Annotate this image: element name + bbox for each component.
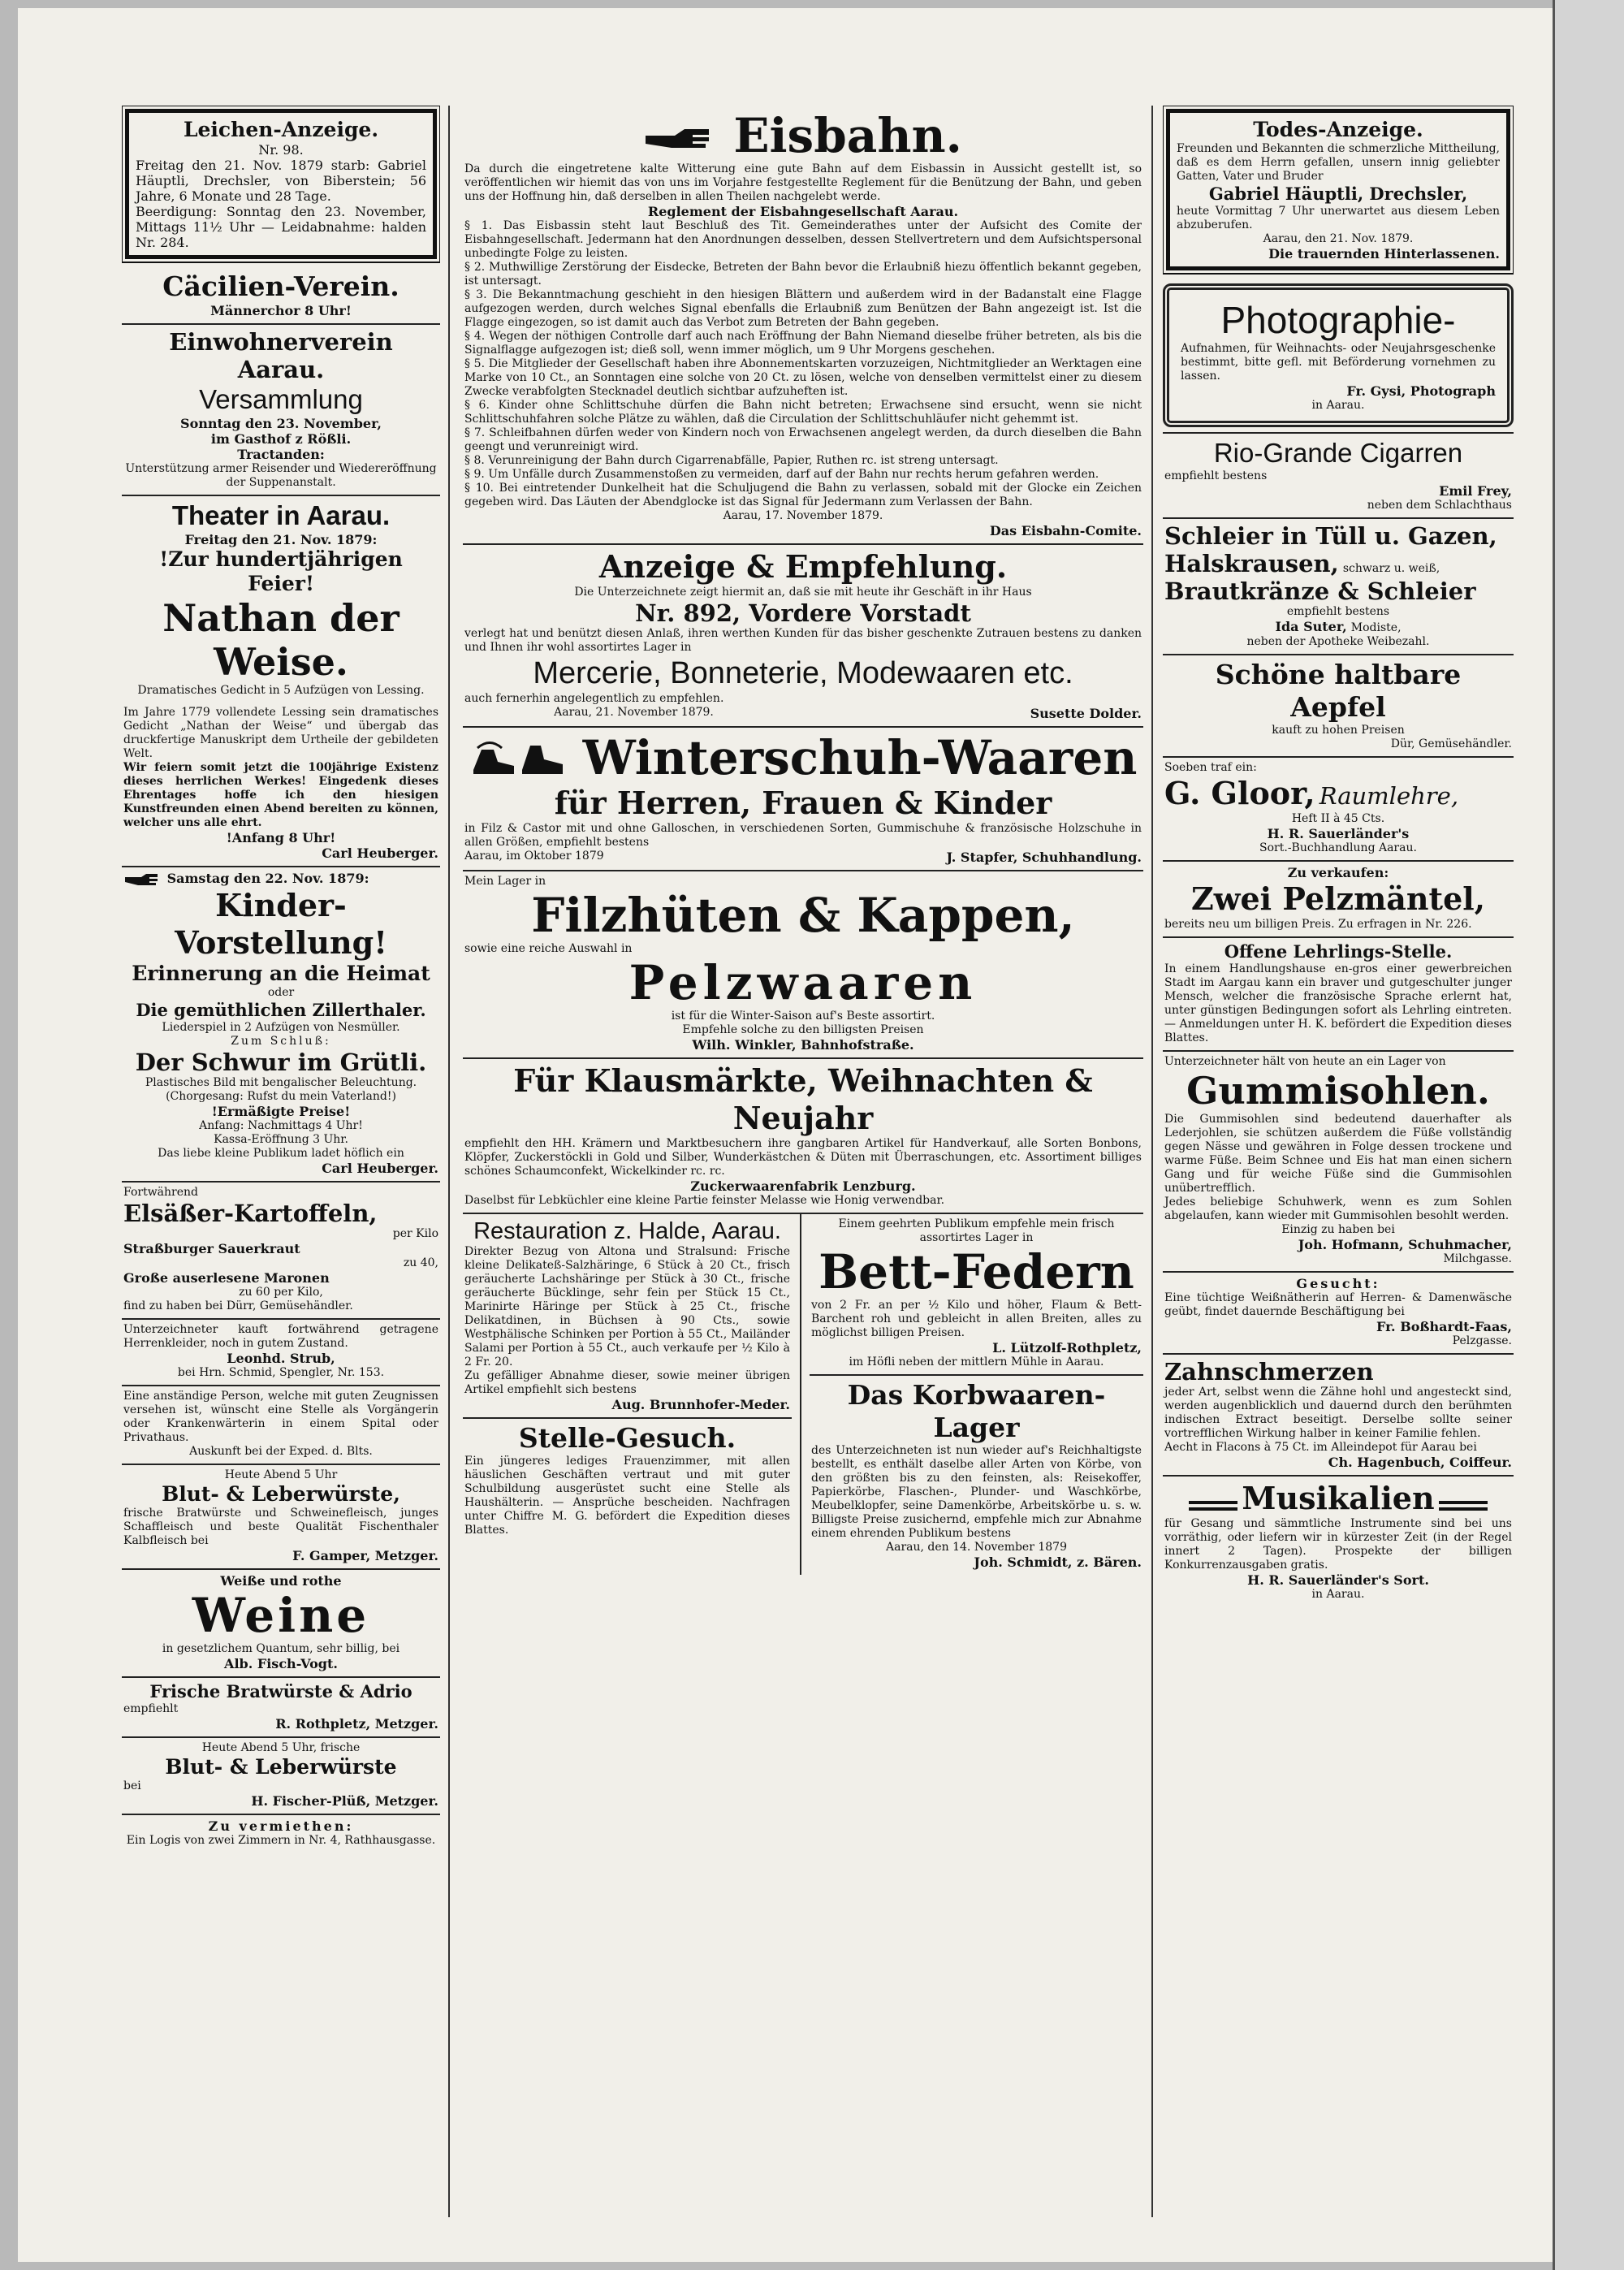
musikalien-ad: [1163, 1477, 1514, 1606]
gummi-lead: Unterzeichneter hält von heute an ein Lager von: [1164, 1055, 1446, 1068]
einwohner-tract-label: Tractanden:: [237, 447, 325, 462]
photo-text: Aufnahmen, für Weihnachts- oder Neujahrsgeschenke bestimmt, bitte gefl. mit Beförderung vornehmen zu lassen.: [1181, 342, 1496, 383]
lehrling-ad: [1163, 938, 1514, 1052]
todes-signature: Die trauernden Hinterlassenen.: [1268, 246, 1500, 262]
gloor-heft: Heft II à 45 Cts.: [1291, 812, 1385, 825]
eisbahn-rule: § 10. Bei eintretender Dunkelheit hat die Schuljugend die Bahn zu verlassen, sobald mit der Glocke ein Zeichen gegeben wird. Das Läuten der Abendglocke ist das Signal für Jedermann zum Verlassen der Bahn.: [464, 482, 1142, 508]
cigarren-ad: [1163, 434, 1514, 519]
blut1-title: Blut- & Leberwürste,: [162, 1481, 400, 1506]
schleier-line2-wrap: [1164, 550, 1512, 577]
facing-page-edge: [1553, 0, 1624, 2270]
bettfedern-ad: [810, 1214, 1143, 1376]
kartoffeln-price2: zu 40,: [403, 1256, 438, 1269]
schleier-sig-wrap: [1164, 619, 1512, 635]
stelle-text: Ein jüngeres lediges Frauenzimmer, mit allen häuslichen Geschäften vertraut und mit guter Schulbildung ausgerüstet sucht eine Stelle als Haushälterin. — Ansprüche bescheiden. Nachfragen unter Chiffre M. G. befördert die Expedition dieses Blattes.: [464, 1455, 790, 1537]
filz-signature: Wilh. Winkler, Bahnhofstraße.: [692, 1037, 914, 1053]
filz-mid: sowie eine reiche Auswahl in: [464, 942, 633, 955]
aepfel-ad: [1163, 655, 1514, 758]
herrenkleider-ad: [122, 1320, 440, 1386]
bratwurst-ad: [122, 1678, 440, 1738]
person-text: Eine anständige Person, welche mit guten Zeugnissen versehen ist, wünscht eine Stelle als Vorgängerin oder Krankenwärterin in einem Spital oder Privathaus.: [123, 1389, 438, 1444]
gummi-signature: Joh. Hofmann, Schuhmacher,: [1298, 1237, 1512, 1252]
weine-text: in gesetzlichem Quantum, sehr billig, bei: [162, 1641, 400, 1655]
blut1-signature: F. Gamper, Metzger.: [292, 1547, 438, 1563]
decorative-bars-right: [1439, 1501, 1488, 1511]
eisbahn-rules: [464, 219, 1142, 509]
cigar-signature2: neben dem Schlachthaus: [1367, 499, 1512, 512]
shoes-icon: [469, 733, 567, 782]
theater-body2: Wir feiern somit jetzt die 100jährige Existenz dieses herrlichen Werkes! Eingedenk dieses Ehrentages hoffe ich den hiesigen Kunstfreunden einen Abend bereiten zu können, welcher uns alle ehrt.: [123, 761, 438, 829]
winterschuh-heading: [464, 731, 1142, 785]
caecilien-ad: [122, 267, 440, 325]
weine-ad: [122, 1570, 440, 1678]
klaus-note: Daselbst für Lebküchler eine kleine Partie feinster Melasse wie Honig verwendbar.: [464, 1194, 945, 1207]
cigar-signature: Emil Frey,: [1439, 483, 1512, 499]
anzeige-nr: Nr. 892, Vordere Vorstadt: [635, 599, 971, 627]
schuh-text: in Filz & Castor mit und ohne Galloschen, in verschiedenen Sorten, Gummischuhe & französische Holzschuhe in allen Größen, empfiehlt bestens: [464, 822, 1142, 849]
schuh-date: Aarau, im Oktober 1879: [464, 850, 604, 863]
eisbahn-intro: Da durch die eingetretene kalte Witterung eine gute Bahn auf dem Eisbassin in Aussicht gestellt ist, so veröffentlichen wir hiemit das von uns im Vorjahre festgestellte Reglement für die Benützung der Bahn, und geben uns der Hoffnung hin, daß derselben in allen Theilen nachgelebt werde.: [464, 162, 1142, 203]
gummi-text3: Einzig zu haben bei: [1281, 1223, 1395, 1236]
schleier-role: Modiste,: [1350, 621, 1402, 634]
middle-column: [463, 106, 1143, 1575]
schleier-line2: Halskrausen,: [1164, 550, 1339, 577]
einwohner-place: im Gasthof z Rößli.: [210, 431, 352, 447]
gesucht-signature: Fr. Boßhardt-Faas,: [1376, 1319, 1512, 1334]
theater-title: Theater in Aarau.: [171, 500, 391, 530]
leichen-funeral: Beerdigung: Sonntag den 23. November, Mittags 11½ Uhr — Leidabnahme: halden Nr. 284.: [136, 204, 426, 250]
kartoffeln-line4: zu 60 per Kilo,: [239, 1285, 323, 1299]
gummi-signature2: Milchgasse.: [1443, 1252, 1512, 1265]
right-column: [1163, 106, 1514, 1606]
eisbahn-rule: § 5. Die Mitglieder der Gesellschaft haben ihre Abonnementskarten vorzuzeigen, Nichtmitglieder an Werktagen eine Marke von 10 Ct., an Sonntagen eine solche von 20 Ct. zu lösen, welche von denselben vermittelst einer zu diesem Zwecke verabfolgten Stecknadel deutlich sichtbar aufzuheften ist.: [464, 357, 1142, 398]
einwohnerverein-ad: [122, 325, 440, 496]
kartoffeln-line3: Große auserlesene Maronen: [123, 1269, 330, 1286]
filzhueten-ad: [463, 871, 1143, 1059]
todes-anzeige: [1166, 109, 1510, 270]
korb-title: Das Korbwaaren-Lager: [847, 1379, 1106, 1443]
kinder-date: [123, 871, 438, 887]
gesucht-ad: [1163, 1273, 1514, 1355]
person-info: Auskunft bei der Exped. d. Blts.: [189, 1444, 373, 1458]
schuh-footer: [464, 850, 1142, 865]
todes-name: Gabriel Häuptli, Drechsler,: [1208, 184, 1468, 204]
zahn-signature: Ch. Hagenbuch, Coiffeur.: [1328, 1455, 1512, 1470]
klausmaerkte-ad: [463, 1059, 1143, 1214]
weine-lead: Weiße und rothe: [220, 1572, 342, 1589]
todes-text2: heute Vormittag 7 Uhr unerwartet aus diesem Leben abzuberufen.: [1177, 205, 1500, 231]
gloor-signature: H. R. Sauerländer's: [1267, 826, 1410, 841]
eisbahn-signature: Das Eisbahn-Comite.: [989, 523, 1142, 538]
zahn-text: jeder Art, selbst wenn die Zähne hohl und angesteckt sind, werden augenblicklich und dauernd durch den berühmten indischen Extract beseitigt. Derselbe sollte seiner vortrefflichen Wirkung halber in keiner Familie fehlen.: [1164, 1386, 1512, 1440]
middle-bottom-split: [463, 1214, 1143, 1575]
leichen-title: Leichen-Anzeige.: [183, 118, 379, 141]
gesucht-text: Eine tüchtige Weißnätherin auf Herren- & Damenwäsche geübt, findet dauernde Beschäftigung bei: [1164, 1291, 1512, 1318]
gloor-signature2: Sort.-Buchhandlung Aarau.: [1259, 841, 1417, 854]
todes-date: Aarau, den 21. Nov. 1879.: [1263, 232, 1414, 245]
bett-intro: Einem geehrten Publikum empfehle mein frisch assortirtes Lager in: [838, 1217, 1115, 1244]
caecilien-title: Cäcilien-Verein.: [162, 270, 400, 302]
cigar-title: Rio-Grande Cigarren: [1213, 438, 1463, 468]
middle-bottom-right: [801, 1214, 1143, 1575]
eisbahn-rule: § 4. Wegen der nöthigen Controlle darf auch nach Eröffnung der Bahn Niemand dieselbe früher betreten, als bis die Signalflagge aufgezogen ist; dieß soll, wenn immer möglich, um 9 Uhr Morgens geschehen.: [464, 330, 1142, 357]
kinder-date-text: Samstag den 22. Nov. 1879:: [166, 871, 369, 886]
lehr-title: Offene Lehrlings-Stelle.: [1224, 941, 1453, 962]
halde-signature: Aug. Brunnhofer-Meder.: [611, 1397, 790, 1412]
eisbahn-rule: § 3. Die Bekanntmachung geschieht in den hiesigen Blättern und außerdem wird in der Badanstalt eine Flagge aufgezogen werden, durch welches Signal ebenfalls die Erlaubniß zum Benützen der Bahn angezeigt ist. Ist die Flagge eingezogen, so ist damit auch das Verbot zum Betreten der Bahn gegeben.: [464, 288, 1142, 329]
gummi-title: Gummisohlen.: [1186, 1069, 1490, 1113]
kleider-signature: Leonhd. Strub,: [227, 1350, 335, 1366]
halde-ad: [463, 1214, 792, 1419]
kleider-signature2: bei Hrn. Schmid, Spengler, Nr. 153.: [177, 1365, 385, 1379]
kinder-kassa: Kassa-Eröffnung 3 Uhr.: [214, 1132, 348, 1146]
logis-ad: [122, 1815, 440, 1853]
blutwurst-ad-2: [122, 1738, 440, 1815]
pelz-title: Zwei Pelzmäntel,: [1191, 880, 1485, 917]
filz-title: Filzhüten & Kappen,: [531, 888, 1075, 943]
person-ad: [122, 1386, 440, 1465]
klaus-signature: Zuckerwaarenfabrik Lenzburg.: [690, 1178, 916, 1194]
logis-title: Zu vermiethen:: [208, 1818, 354, 1834]
gloor-title-wrap: [1164, 775, 1512, 812]
winterschuh-ad: [463, 728, 1143, 871]
einwohner-title: Einwohnerverein Aarau.: [169, 328, 393, 383]
newspaper-page: [18, 8, 1553, 2262]
leichen-nr: Nr. 98.: [258, 142, 304, 158]
musik-heading: [1164, 1480, 1512, 1517]
decorative-bars-left: [1189, 1501, 1237, 1511]
schleier-line2b: schwarz u. weiß,: [1342, 562, 1440, 575]
todes-text: Freunden und Bekannten die schmerzliche Mittheilung, daß es dem Herrn gefallen, unsern innig geliebter Gatten, Vater und Bruder: [1177, 142, 1500, 183]
blut2-lead: Heute Abend 5 Uhr, frische: [201, 1740, 361, 1754]
kinder-sub: Erinnerung an die Heimat: [132, 961, 430, 985]
kinder-schwur: Der Schwur im Grütli.: [135, 1048, 427, 1076]
eisbahn-rule: § 9. Um Unfälle durch Zusammenstoßen zu vermeiden, darf auf der Bahn nur rechts herum gefahren werden.: [464, 468, 1099, 481]
kinder-zum: Zum Schluß:: [231, 1034, 331, 1048]
photo-frame: [1163, 283, 1514, 427]
anzeige-date: Aarau, 21. November 1879.: [554, 706, 714, 719]
korb-signature: Joh. Schmidt, z. Bären.: [974, 1554, 1142, 1570]
blut1-text: frische Bratwürste und Schweinefleisch, junges Schaffleisch und beste Qualität Fischenthaler Kalbfleisch bei: [123, 1506, 438, 1547]
eisbahn-date: Aarau, 17. November 1879.: [723, 509, 883, 522]
blut1-lead: Heute Abend 5 Uhr: [224, 1468, 338, 1481]
stelle-title: Stelle-Gesuch.: [518, 1422, 736, 1454]
schuh-signature: J. Stapfer, Schuhhandlung.: [946, 850, 1142, 865]
caecilien-sub: Männerchor 8 Uhr!: [210, 303, 352, 318]
kinder-signature: Carl Heuberger.: [322, 1160, 438, 1176]
filz-lead: Mein Lager in: [464, 875, 546, 888]
schleier-line1: Schleier in Tüll u. Gazen,: [1164, 522, 1497, 550]
klaus-title: Für Klausmärkte, Weihnachten & Neujahr: [513, 1062, 1093, 1136]
bratw-signature: R. Rothpletz, Metzger.: [275, 1715, 438, 1732]
theater-signature: Carl Heuberger.: [322, 845, 438, 861]
blutwurst-ad-1: [122, 1465, 440, 1570]
bett-title: Bett-Federn: [818, 1244, 1134, 1299]
kinder-title: Kinder-Vorstellung!: [175, 886, 387, 961]
schuh-title: Winterschuh-Waaren: [582, 730, 1138, 785]
eisbahn-rule: § 2. Muthwillige Zerstörung der Eisdecke, Betreten der Bahn bevor die Erlaubniß hiezu öffentlich bekannt gegeben, ist untersagt.: [464, 261, 1142, 288]
einwohner-tract: Unterstützung armer Reisender und Wiedereröffnung der Suppenanstalt.: [125, 462, 437, 489]
photo-signature: Fr. Gysi, Photograph: [1346, 383, 1496, 399]
gloor-title: G. Gloor,: [1164, 775, 1315, 811]
halde-text: Direkter Bezug von Altona und Stralsund: Frische kleine Delikateß-Salzhäringe, 6 Stück à 20 Ct., frisch geräucherte Lachshäringe per Stück à 30 Ct., frische geräucherte Bücklinge, sehr fein per Stück 15 Ct., Marinirte Häringe per Stück à 25 Ct., frische Delikatdinen, in Büchsen à 90 Cts., sowie Westphälische Schinken per Portion à 55 Ct., Mailänder Salami per Portion à 55 Ct., auch verkaufe per ½ Kilo à 2 Fr. 20.: [464, 1245, 790, 1368]
einwohner-date: Sonntag den 23. November,: [180, 416, 382, 431]
korb-date: Aarau, den 14. November 1879: [885, 1541, 1067, 1554]
kartoffeln-line2: Straßburger Sauerkraut: [123, 1240, 300, 1256]
blut2-title: Blut- & Leberwürste: [165, 1754, 397, 1779]
todes-title: Todes-Anzeige.: [1253, 118, 1423, 141]
theater-date: Freitag den 21. Nov. 1879:: [184, 532, 378, 547]
blut2-signature: H. Fischer-Plüß, Metzger.: [251, 1792, 438, 1809]
filz-text: ist für die Winter-Saison auf's Beste assortirt.: [671, 1010, 935, 1023]
kinder-plastic: Plastisches Bild mit bengalischer Beleuchtung.: [145, 1075, 417, 1089]
anzeige-signature: Susette Dolder.: [1030, 706, 1142, 721]
kinder-publikum: Das liebe kleine Publikum ladet höflich ein: [158, 1146, 404, 1160]
musik-place: in Aarau.: [1311, 1588, 1365, 1601]
anzeige-more: auch fernerhin angelegentlich zu empfehlen.: [464, 692, 724, 705]
schleier-line3: Brautkränze & Schleier: [1164, 577, 1476, 605]
eisbahn-ad: [463, 106, 1143, 545]
theater-play: Nathan der Weise.: [162, 596, 400, 684]
kartoffeln-price1: per Kilo: [392, 1226, 438, 1240]
anzeige-empfehlung-ad: [463, 545, 1143, 728]
zahn-title: Zahnschmerzen: [1164, 1358, 1374, 1386]
bett-signature: L. Lützolf-Rothpletz,: [992, 1340, 1142, 1356]
zahn-text2: Aecht in Flacons à 75 Ct. im Alleindepot für Aarau bei: [1164, 1441, 1477, 1454]
pointing-hand-icon: [644, 128, 717, 152]
halde-title: Restauration z. Halde, Aarau.: [473, 1218, 781, 1244]
aepfel-signature: Dür, Gemüsehändler.: [1390, 737, 1512, 750]
musik-title: Musikalien: [1242, 1480, 1435, 1516]
kleider-text: Unterzeichneter kauft fortwährend getragene Herrenkleider, noch in gutem Zustand.: [123, 1322, 438, 1350]
leichen-text: Freitag den 21. Nov. 1879 starb: Gabriel Häuptli, Drechsler, von Biberstein; 56 Jahre, 6 Monate und 28 Tage.: [136, 158, 426, 204]
theater-anfang: !Anfang 8 Uhr!: [226, 830, 336, 845]
anzeige-big: Mercerie, Bonneterie, Modewaaren etc.: [533, 656, 1073, 690]
gummisohlen-ad: [1163, 1052, 1514, 1273]
kinder-chor: (Chorgesang: Rufst du mein Vaterland!): [166, 1089, 396, 1103]
theater-ad: [122, 496, 440, 867]
gesucht-title: Gesucht:: [1296, 1276, 1380, 1291]
logis-text: Ein Logis von zwei Zimmern in Nr. 4, Rathhausgasse.: [126, 1833, 436, 1847]
gummi-text2: Jedes beliebige Schuhwerk, wenn es zum Sohlen abgelaufen, kann wieder mit Gummisohlen besohlt werden.: [1164, 1196, 1512, 1222]
gesucht-signature2: Pelzgasse.: [1452, 1334, 1512, 1347]
schleier-ad: [1163, 519, 1514, 655]
blut2-text: bei: [123, 1779, 141, 1792]
photo-title: Photographie-: [1220, 299, 1456, 341]
kartoffeln-title: Elsäßer-Kartoffeln,: [123, 1199, 378, 1227]
eisbahn-rule: § 6. Kinder ohne Schlittschuhe dürfen die Bahn nicht betreten; Erwachsene sind ersucht, wenn sie nicht Schlittschuhfahren solche Plätze zu wählen, daß die Circulation der Schlittschuhläufer nicht gehemmt ist.: [464, 399, 1142, 426]
theater-feier: !Zur hundertjährigen Feier!: [159, 547, 403, 595]
stelle-gesuch-ad: [463, 1419, 792, 1542]
pointing-hand-icon: [123, 872, 162, 887]
kartoffeln-ad: [122, 1183, 440, 1320]
theater-desc: Dramatisches Gedicht in 5 Aufzügen von Lessing.: [137, 684, 425, 697]
eisbahn-rule: § 1. Das Eisbassin steht laut Beschluß des Tit. Gemeinderathes unter der Aufsicht des Comite der Eisbahngesellschaft. Jedermann hat den Anordnungen desselben, dessen Stellvertretern und dem Aufsichtspersonal unbedingte Folge zu leisten.: [464, 219, 1142, 260]
anzeige-footer: [464, 706, 1142, 721]
gummi-text: Die Gummisohlen sind bedeutend dauerhafter als Lederjohlen, sie schützen außerdem die Füße vollständig gegen Nässe und gewähren in Folge dessen trockene und warme Füße. Beim Schnee und Eis hat man einen sichern Gang und für weiche Füße sind die Gummisohlen unübertrefflich.: [1164, 1113, 1512, 1195]
filz-text2: Empfehle solche zu den billigsten Preisen: [682, 1023, 924, 1036]
lehr-text: In einem Handlungshause en-gros einer gewerbreichen Stadt im Aargau kann ein braver und gutgeschulter junger Mensch, welcher die französische Sprache erlernt hat, unter günstigen Bedingungen sofort als Lehrling eintreten. — Anmeldungen unter H. K. befördert die Expedition dieses Blattes.: [1164, 962, 1512, 1044]
musik-text: für Gesang und sämmtliche Instrumente sind bei uns vorräthig, oder liefern wir in kürzester Zeit (in der Regel innert 2 Tagen). Prospekte der billigen Konkurrenzausgaben gratis.: [1164, 1517, 1512, 1572]
eisbahn-reg-title: Reglement der Eisbahngesellschaft Aarau.: [647, 204, 959, 219]
kinder-oder: oder: [267, 985, 295, 999]
halde-text2: Zu gefälliger Abnahme dieser, sowie meiner übrigen Artikel empfiehlt sich bestens: [464, 1369, 790, 1396]
klaus-text: empfiehlt den HH. Krämern und Marktbesuchern ihre gangbaren Artikel für Handverkauf, alle Sorten Bonbons, Klöpfer, Zuckerstöckli in Gold und Silber, Wunderkästchen & Düten mit Überraschungen, etc. Assortiment billiges schönes Schaumconfekt, Wickelkinder rc. rc.: [464, 1137, 1142, 1178]
pelz-text: bereits neu um billigen Preis. Zu erfragen in Nr. 226.: [1164, 918, 1472, 931]
weine-signature: Alb. Fisch-Vogt.: [224, 1655, 338, 1671]
kinder-desc: Liederspiel in 2 Aufzügen von Nesmüller.: [162, 1020, 400, 1034]
anzeige-title: Anzeige & Empfehlung.: [598, 548, 1008, 585]
bett-signature2: im Höfli neben der mittlern Mühle in Aarau.: [849, 1356, 1104, 1368]
eisbahn-heading: [464, 109, 1142, 162]
bratw-title: Frische Bratwürste & Adrio: [149, 1680, 412, 1701]
column-rule-right: [1151, 106, 1153, 2217]
gloor-lead: Soeben traf ein:: [1164, 761, 1257, 774]
bratw-text: empfiehlt: [123, 1701, 179, 1715]
photographie-ad: [1163, 279, 1514, 434]
column-rule-left: [448, 106, 450, 2217]
left-column: [122, 106, 440, 1853]
schleier-text: empfiehlt bestens: [1286, 605, 1390, 618]
pelzmaentel-ad: [1163, 862, 1514, 938]
musik-signature: H. R. Sauerländer's Sort.: [1247, 1572, 1429, 1588]
photo-place: in Aarau.: [1311, 399, 1365, 412]
kartoffeln-lead: Fortwährend: [123, 1185, 198, 1199]
kinder-vorstellung-ad: [122, 867, 440, 1183]
kinder-anfang: Anfang: Nachmittags 4 Uhr!: [199, 1118, 363, 1132]
gloor-ad: [1163, 758, 1514, 862]
anzeige-intro: Die Unterzeichnete zeigt hiermit an, daß sie mit heute ihr Geschäft in ihr Haus: [574, 586, 1032, 599]
korb-text: des Unterzeichneten ist nun wieder auf's Reichhaltigste bestellt, es enthält daselbe aller Arten von Körbe, von den größten bis zu den feinsten, als: Reisekoffer, Papierkörbe, Flaschen-, Plunder- und Waschkörbe, Meubelklopfer, seine Damenkörbe, Arbeitskörbe u. s. w. Billigste Preise zusichernd, empfehle mich zur Abnahme einem ehrenden Publikum bestens: [811, 1444, 1142, 1540]
zahnschmerzen-ad: [1163, 1355, 1514, 1477]
kinder-sub2: Die gemüthlichen Zillerthaler.: [136, 999, 426, 1020]
anzeige-text: verlegt hat und benützt diesen Anlaß, ihren werthen Kunden für das bisher geschenkte Zutrauen bestens zu danken und Ihnen ihr wohl assortirtes Lager in: [464, 627, 1142, 654]
eisbahn-title: Eisbahn.: [733, 108, 962, 163]
einwohner-versammlung: Versammlung: [199, 384, 363, 414]
gloor-title2: Raumlehre,: [1319, 782, 1459, 810]
cigar-text: empfiehlt bestens: [1164, 469, 1268, 482]
eisbahn-rule: § 8. Verunreinigung der Bahn durch Cigarrenabfälle, Papier, Ruthen rc. ist streng untersagt.: [464, 454, 999, 467]
middle-bottom-left: [463, 1214, 801, 1575]
bett-text: von 2 Fr. an per ½ Kilo und höher, Flaum & Bett-Barchent roh und gebleicht in allen Breiten, alles zu möglichst billigen Preisen.: [811, 1299, 1142, 1339]
filz-pelz: Pelzwaaren: [628, 955, 978, 1010]
leichen-anzeige: [125, 109, 437, 259]
theater-body: Im Jahre 1779 vollendete Lessing sein dramatisches Gedicht „Nathan der Weise“ und übergab das druckfertige Manuskript dem Urtheile der gebildeten Welt.: [123, 706, 438, 760]
korbwaaren-ad: [810, 1376, 1143, 1575]
schleier-signature2: neben der Apotheke Weibezahl.: [1246, 635, 1430, 648]
aepfel-title: Schöne haltbare Aepfel: [1215, 659, 1462, 723]
schuh-sub: für Herren, Frauen & Kinder: [554, 785, 1052, 821]
weine-title: Weine: [192, 1587, 370, 1643]
aepfel-text: kauft zu hohen Preisen: [1272, 724, 1405, 737]
eisbahn-rule: § 7. Schleifbahnen dürfen weder von Kindern noch von Erwachsenen angelegt werden, da durch dieselben die Bahn geengt und verunreinigt wird.: [464, 426, 1142, 453]
kinder-preise: !Ermäßigte Preise!: [211, 1103, 351, 1119]
kartoffeln-line5: find zu haben bei Dürr, Gemüsehändler.: [123, 1299, 353, 1312]
pelz-lead: Zu verkaufen:: [1287, 865, 1389, 880]
schleier-signature: Ida Suter,: [1275, 619, 1347, 634]
